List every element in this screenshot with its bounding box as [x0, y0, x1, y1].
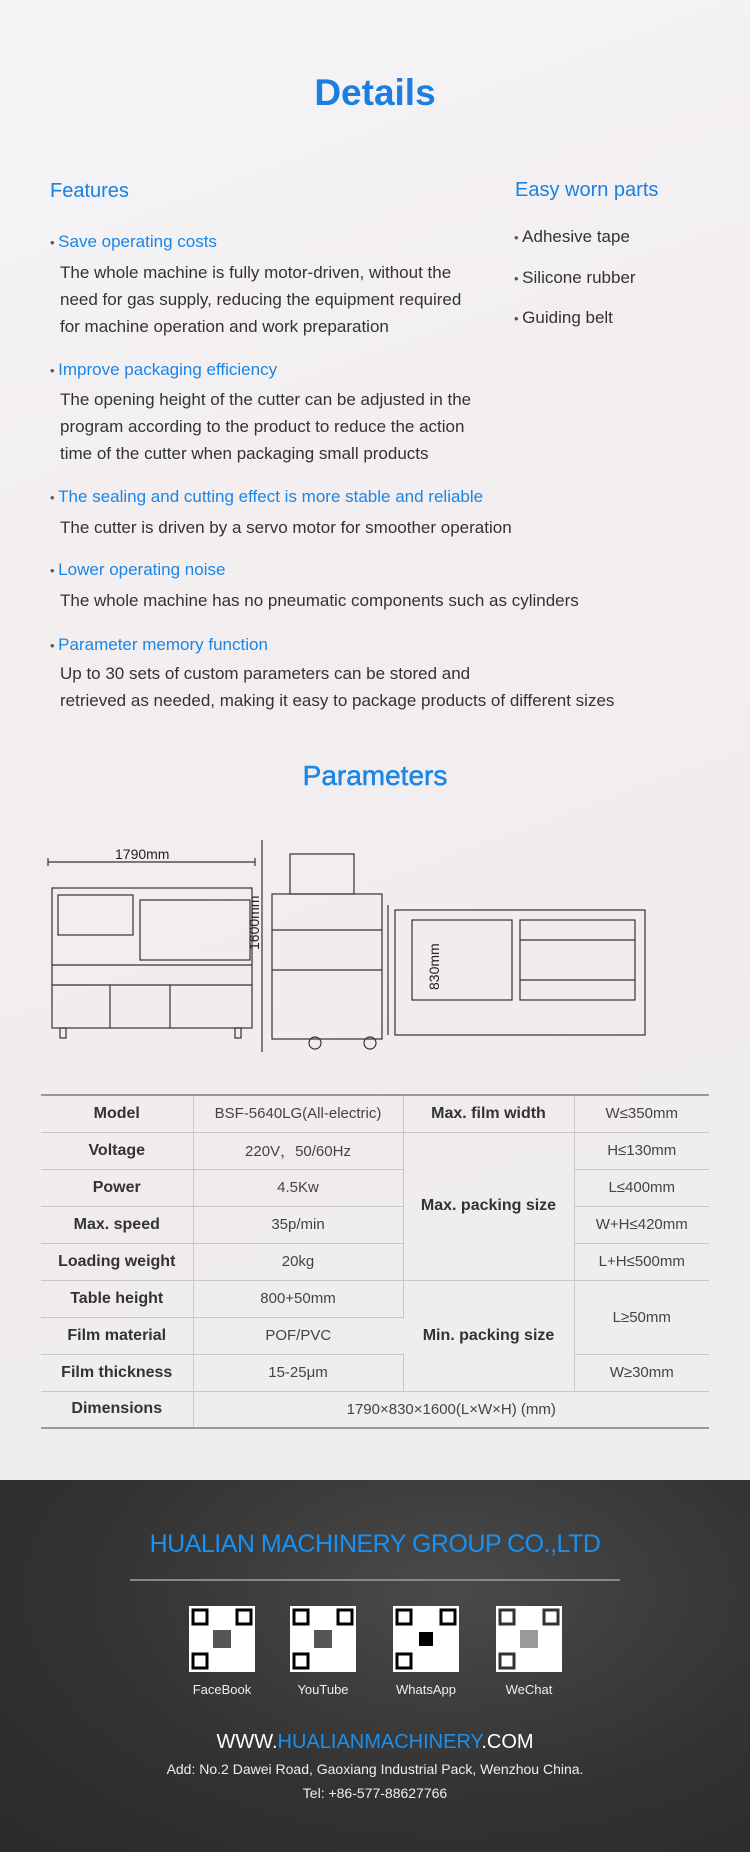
table-row: Model BSF-5640LG(All-electric) Max. film width W≤350mm	[41, 1095, 709, 1132]
qr-label: YouTube	[297, 1682, 349, 1697]
youtube-qr-code[interactable]	[290, 1606, 356, 1672]
wechat-qr-code[interactable]	[496, 1606, 562, 1672]
table-row: Table height 800+50mm Min. packing size L≥50mm	[41, 1280, 709, 1317]
worn-part: • Silicone rubber	[514, 268, 636, 288]
footer	[0, 1480, 750, 1852]
worn-part: • Guiding belt	[514, 308, 613, 328]
qr-label: FaceBook	[192, 1682, 252, 1697]
feature-desc: The whole machine has no pneumatic components such as cylinders	[60, 591, 579, 610]
divider	[130, 1579, 620, 1581]
features-heading: Features	[50, 180, 129, 202]
table-row: Voltage 220V，50/60Hz Max. packing size H≤130mm	[41, 1132, 709, 1169]
feature-title: • Improve packaging efficiency	[50, 360, 277, 380]
side-view-drawing	[262, 840, 382, 1052]
length-dimension: 1790mm	[115, 846, 170, 862]
height-dimension: 1600mm	[246, 895, 262, 950]
table-row: Dimensions 1790×830×1600(L×W×H) (mm)	[41, 1391, 709, 1428]
feature-title: • The sealing and cutting effect is more stable and reliable	[50, 487, 483, 507]
machine-drawings	[40, 840, 720, 1060]
website-link[interactable]: WWW.HUALIANMACHINERY.COM	[216, 1731, 534, 1753]
table-row: Max. speed 35p/min W+H≤420mm	[41, 1206, 709, 1243]
table-row: Film thickness 15-25μm W≥30mm	[41, 1354, 709, 1391]
feature-title: • Parameter memory function	[50, 635, 268, 655]
feature-title: • Lower operating noise	[50, 560, 225, 580]
worn-part: • Adhesive tape	[514, 227, 630, 247]
company-name: HUALIAN MACHINERY GROUP CO.,LTD	[149, 1530, 601, 1558]
parameters-table	[41, 1094, 709, 1429]
telephone: Tel: +86-577-88627766	[302, 1785, 448, 1801]
table-row: Film material POF/PVC	[41, 1317, 709, 1354]
feature-title: • Save operating costs	[50, 232, 217, 252]
facebook-qr-code[interactable]	[189, 1606, 255, 1672]
table-row: Power 4.5Kw L≤400mm	[41, 1169, 709, 1206]
feature-desc: The cutter is driven by a servo motor for smoother operation	[60, 518, 512, 537]
table-row: Loading weight 20kg L+H≤500mm	[41, 1243, 709, 1280]
qr-label: WeChat	[505, 1682, 553, 1697]
qr-label: WhatsApp	[396, 1682, 456, 1697]
feature-desc: Up to 30 sets of custom parameters can be stored and retrieved as needed, making it easy to package products of different sizes	[60, 664, 615, 710]
front-view-drawing	[48, 858, 255, 1038]
address: Add: No.2 Dawei Road, Gaoxiang Industrial Pack, Wenzhou China.	[166, 1761, 584, 1777]
whatsapp-qr-code[interactable]	[393, 1606, 459, 1672]
worn-parts-heading: Easy worn parts	[515, 179, 659, 201]
feature-desc: The whole machine is fully motor-driven, without the need for gas supply, reducing the equipment required for machine operation and work preparation	[60, 263, 462, 336]
parameters-title: Parameters	[302, 760, 448, 791]
width-dimension: 830mm	[426, 943, 442, 990]
feature-desc: The opening height of the cutter can be adjusted in the program according to the product to reduce the action time of the cutter when packaging small products	[60, 390, 472, 463]
details-title: Details	[314, 72, 436, 113]
